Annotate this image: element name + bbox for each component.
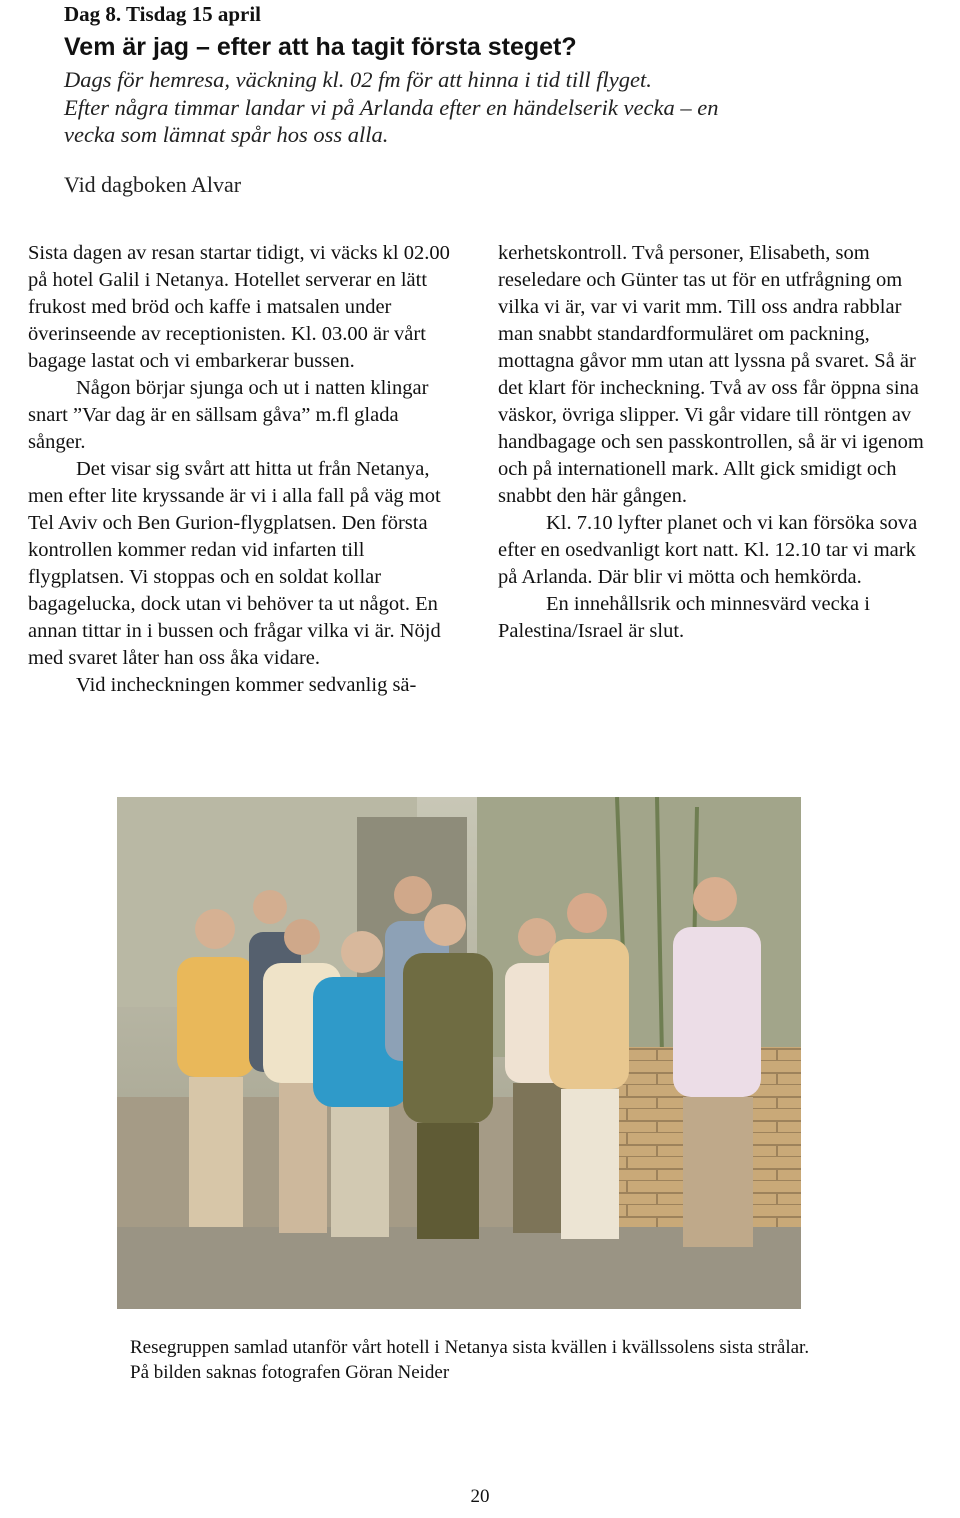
left-column [28, 240, 454, 699]
group-photo-illustration [117, 797, 801, 1309]
caption-line: På bilden saknas fotografen Göran Neider [130, 1362, 450, 1383]
paragraph: Vid incheckningen kommer sedvanlig sä- [76, 674, 417, 696]
intro-line: vecka som lämnat spår hos oss alla. [64, 122, 389, 147]
author-signature: Vid dagboken Alvar [64, 172, 242, 197]
paragraph: kerhetskontroll. Två personer, Elisabeth, som reseledare och Günter tas ut för en utfrågning om vilka vi är, var vi varit mm. Till oss andra rabblar man snabbt standardformuläret om packning, mottagna gåvor mm utan att lyssna på svaret. Så är det klart för incheckning. Två av oss får öppna sina väskor, övriga slipper. Vi går vidare till röntgen av handbagage och sen passkontrollen, så är vi igenom och på internationell mark. Allt gick smidigt och snabbt den här gången. [498, 242, 924, 507]
intro-line: Efter några timmar landar vi på Arlanda efter en händelserik vecka – en [64, 94, 719, 120]
paragraph: Sista dagen av resan startar tidigt, vi väcks kl 02.00 på hotel Galil i Netanya. Hotellet serverar en lätt frukost med bröd och kaffe i matsalen under överinseende av receptionisten. Kl. 03.00 är vårt bagage lastat och vi embarkerar bussen. [28, 242, 450, 372]
right-column [498, 240, 926, 645]
intro-text [64, 66, 924, 149]
caption-line: Resegruppen samlad utanför vårt hotell i Netanya sista kvällen i kvällssolens sista strålar. [130, 1337, 810, 1358]
article-headline: Vem är jag – efter att ha tagit första steget? [64, 33, 577, 61]
paragraph: En innehållsrik och minnesvärd vecka i Palestina/Israel är slut. [498, 593, 870, 642]
page-number: 20 [470, 1486, 490, 1507]
paragraph: Det visar sig svårt att hitta ut från Netanya, men efter lite kryssande är vi i alla fall på väg mot Tel Aviv och Ben Gurion-flygplatsen. Den första kontrollen kommer redan vid infarten till flygplatsen. Vi stoppas och en soldat kollar bagagelucka, dock utan vi behöver ta ut något. En annan tittar in i bussen och frågar vilka vi är. Nöjd med svaret låter han oss åka vidare. [28, 458, 441, 669]
paragraph: Kl. 7.10 lyfter planet och vi kan försöka sova efter en osedvanligt kort natt. Kl. 12.10 tar vi mark på Arlanda. Där blir vi mötta och hemkörda. [498, 512, 918, 588]
photo-caption [130, 1335, 850, 1385]
intro-line: Dags för hemresa, väckning kl. 02 fm för att hinna i tid till flyget. [64, 67, 652, 92]
paragraph: Någon börjar sjunga och ut i natten klingar snart ”Var dag är en sällsam gåva” m.fl glada sånger. [28, 377, 429, 453]
group-photo [117, 797, 801, 1309]
day-heading: Dag 8. Tisdag 15 april [64, 2, 262, 26]
